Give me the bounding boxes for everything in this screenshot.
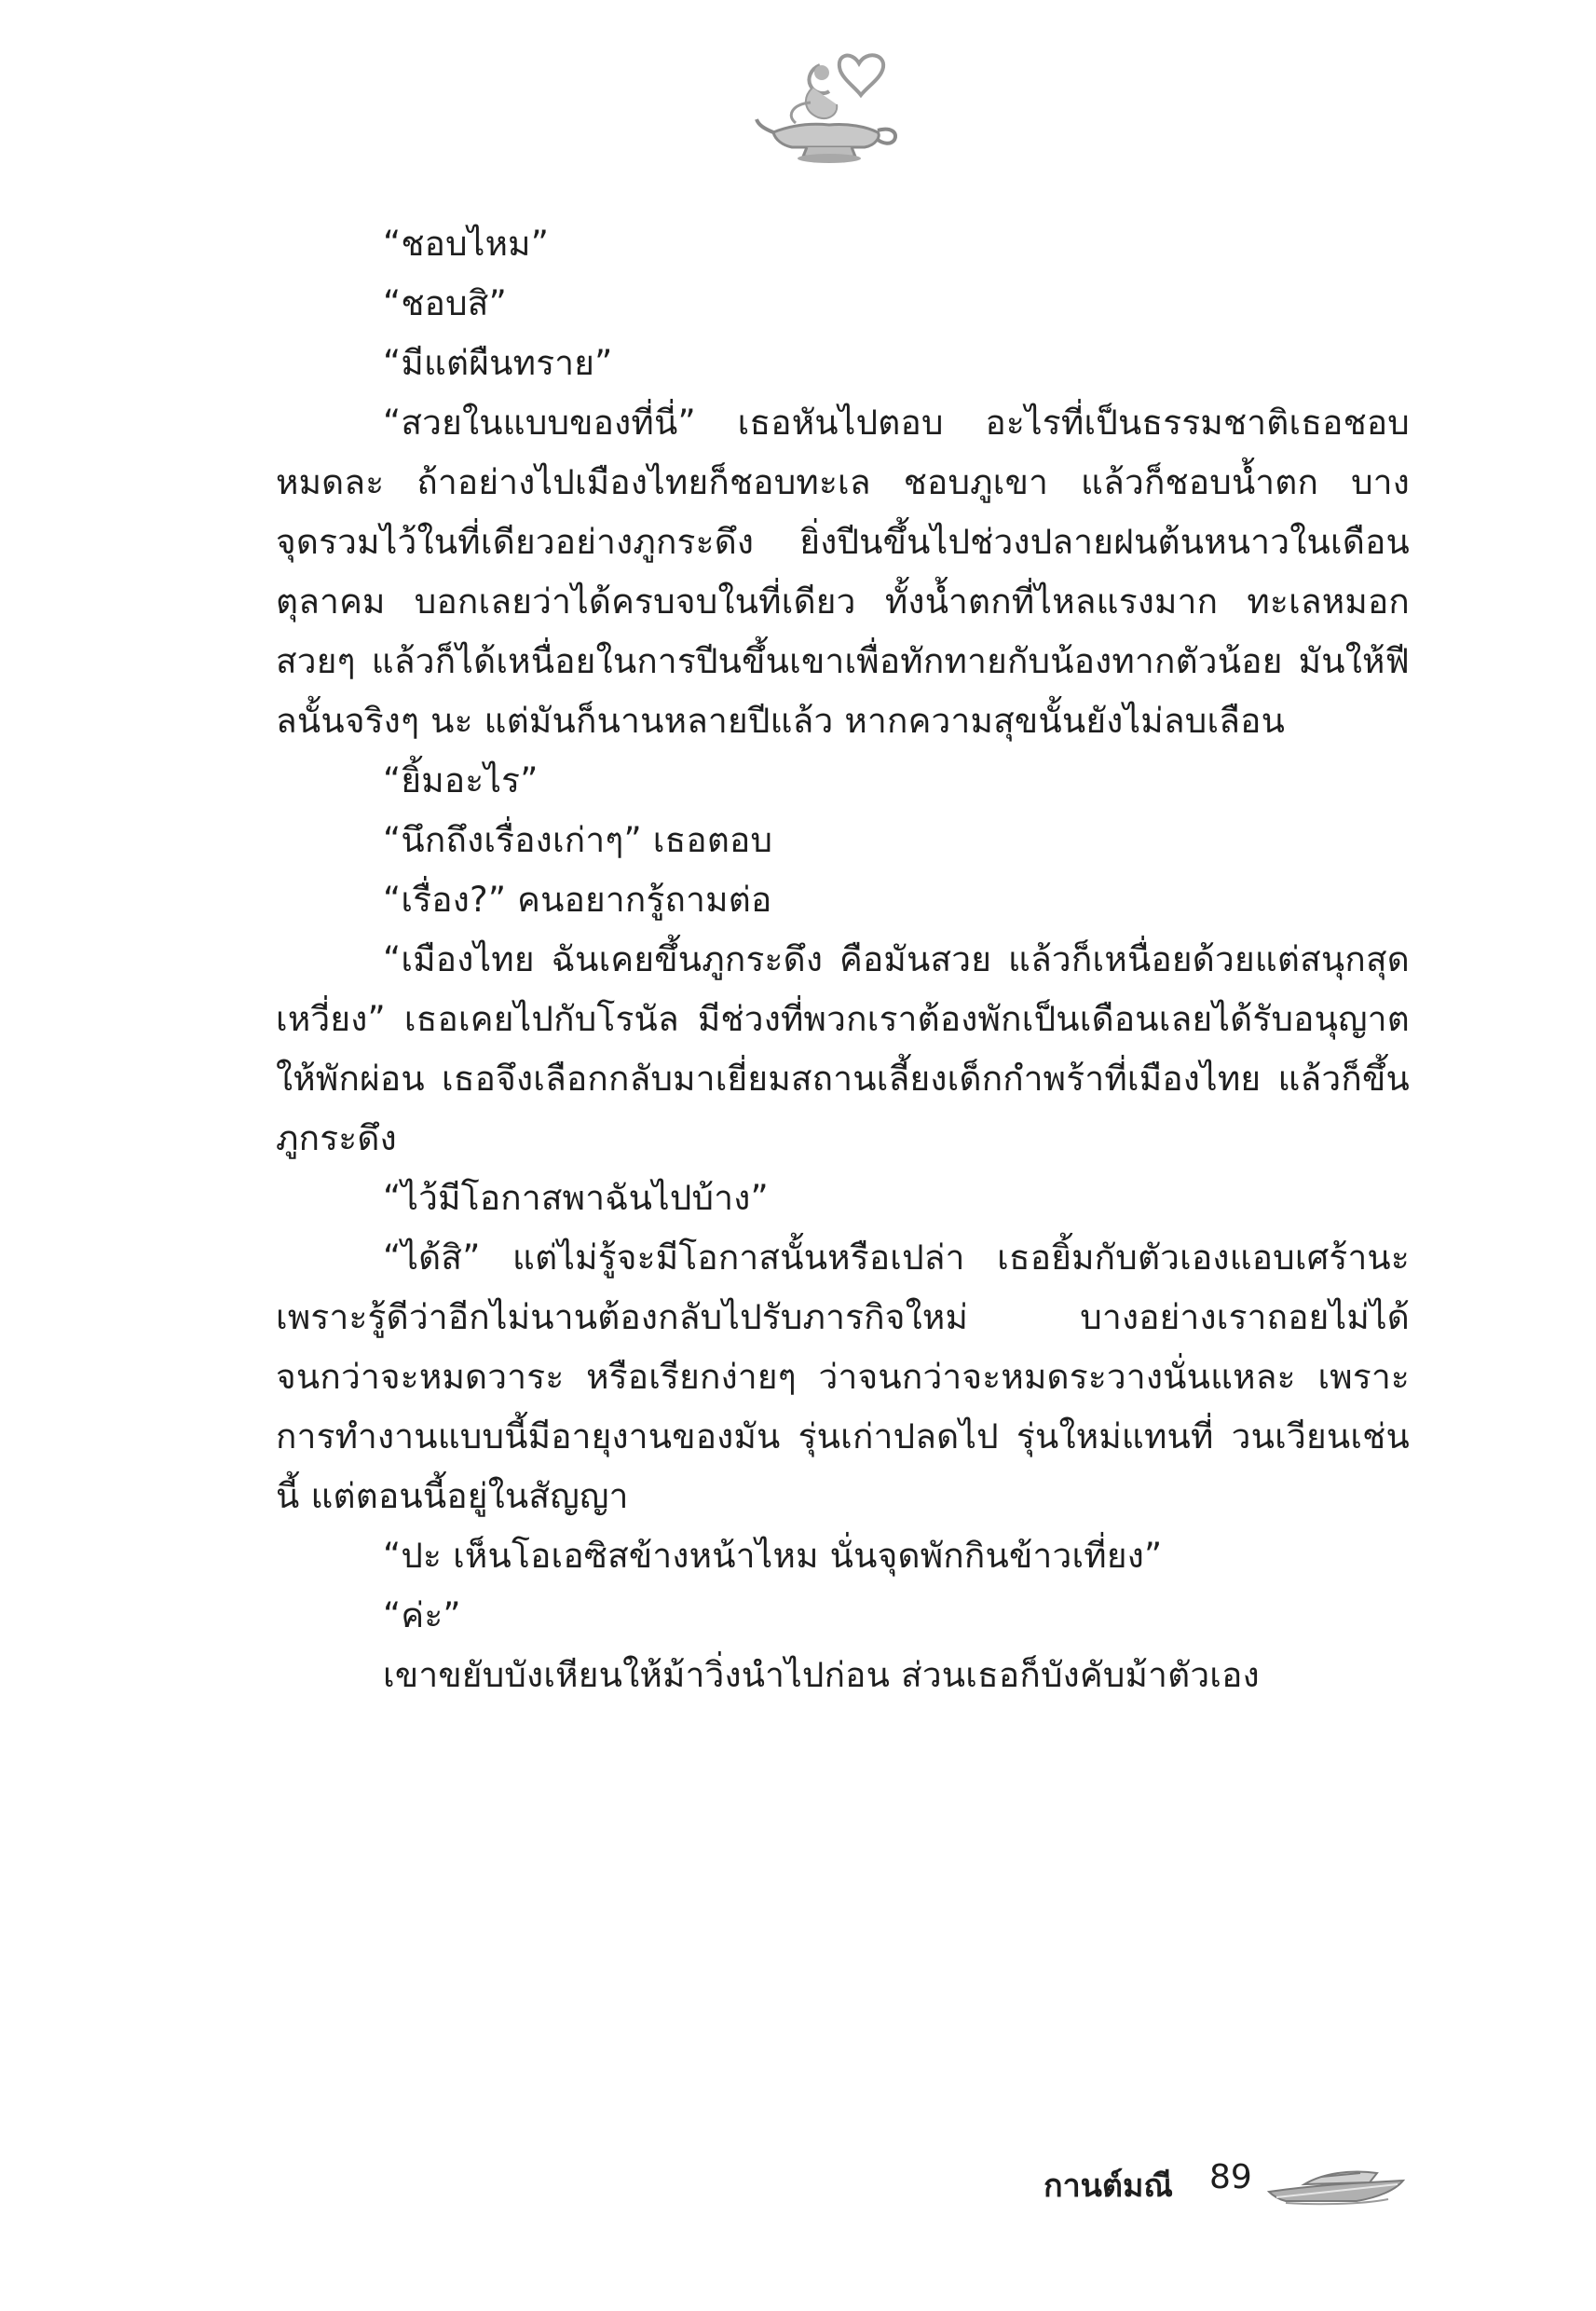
dialogue-line: “ชอบสิ”: [383, 283, 507, 323]
dialogue-line: “นึกถึงเรื่องเก่าๆ” เธอตอบ: [383, 820, 773, 860]
dialogue-line: “ไว้มีโอกาสพาฉันไปบ้าง”: [383, 1178, 769, 1218]
dialogue-line: “ปะ เห็นโอเอซิสข้างหน้าไหม นั่นจุดพักกินข้าวเที่ยง”: [383, 1536, 1163, 1576]
page-number: 89: [1209, 2158, 1252, 2196]
dialogue-line: “เรื่อง?” คนอยากรู้ถามต่อ: [383, 880, 772, 920]
body-text: [276, 214, 1410, 1705]
dialogue-line: “ชอบไหม”: [383, 224, 550, 264]
narrative-paragraph: “ได้สิ” แต่ไม่รู้จะมีโอกาสนั้นหรือเปล่า เธอยิ้มกับตัวเองแอบเศร้านะ เพราะรู้ดีว่าอีกไม่นานต้องกลับไปรับภารกิจใหม่ บางอย่างเราถอยไม่ได้ จนกว่าจะหมดวาระ หรือเรียกง่ายๆ ว่าจนกว่าจะหมดระวางนั่นแหละ เพราะการทำงานแบบนี้มีอายุงานของมัน รุ่นเก่าปลดไป รุ่นใหม่แทนที่ วนเวียนเช่นนี้ แต่ตอนนี้อยู่ในสัญญา: [276, 1238, 1410, 1516]
dialogue-line: “ค่ะ”: [383, 1595, 461, 1635]
book-title: กานต์มณี: [1044, 2167, 1173, 2205]
narrative-paragraph: “เมืองไทย ฉันเคยขึ้นภูกระดึง คือมันสวย แล้วก็เหนื่อยด้วยแต่สนุกสุดเหวี่ยง” เธอเคยไปกับโรนัล มีช่วงที่พวกเราต้องพักเป็นเดือนเลยได้รับอนุญาตให้พักผ่อน เธอจึงเลือกกลับมาเยี่ยมสถานเลี้ยงเด็กกำพร้าที่เมืองไทย แล้วก็ขึ้นภูกระดึง: [276, 939, 1410, 1158]
dialogue-line: “ยิ้มอะไร”: [383, 760, 539, 800]
boat-icon: [1267, 2164, 1407, 2207]
genie-lamp-icon: [755, 47, 904, 168]
narrative-paragraph: เขาขยับบังเหียนให้ม้าวิ่งนำไปก่อน ส่วนเธอก็บังคับม้าตัวเอง: [383, 1655, 1260, 1695]
narrative-paragraph: “สวยในแบบของที่นี่” เธอหันไปตอบ อะไรที่เป็นธรรมชาติเธอชอบหมดละ ถ้าอย่างไปเมืองไทยก็ชอบทะเล ชอบภูเขา แล้วก็ชอบน้ำตก บางจุดรวมไว้ในที่เดียวอย่างภูกระดึง ยิ่งปีนขึ้นไปช่วงปลายฝนต้นหนาวในเดือนตุลาคม บอกเลยว่าได้ครบจบในที่เดียว ทั้งน้ำตกที่ไหลแรงมาก ทะเลหมอกสวยๆ แล้วก็ได้เหนื่อยในการปีนขึ้นเขาเพื่อทักทายกับน้องทากตัวน้อย มันให้ฟีลนั้นจริงๆ นะ แต่มันก็นานหลายปีแล้ว หากความสุขนั้นยังไม่ลบเลือน: [276, 403, 1410, 741]
page-footer: [1025, 2151, 1416, 2216]
dialogue-line: “มีแต่ผืนทราย”: [383, 343, 613, 383]
